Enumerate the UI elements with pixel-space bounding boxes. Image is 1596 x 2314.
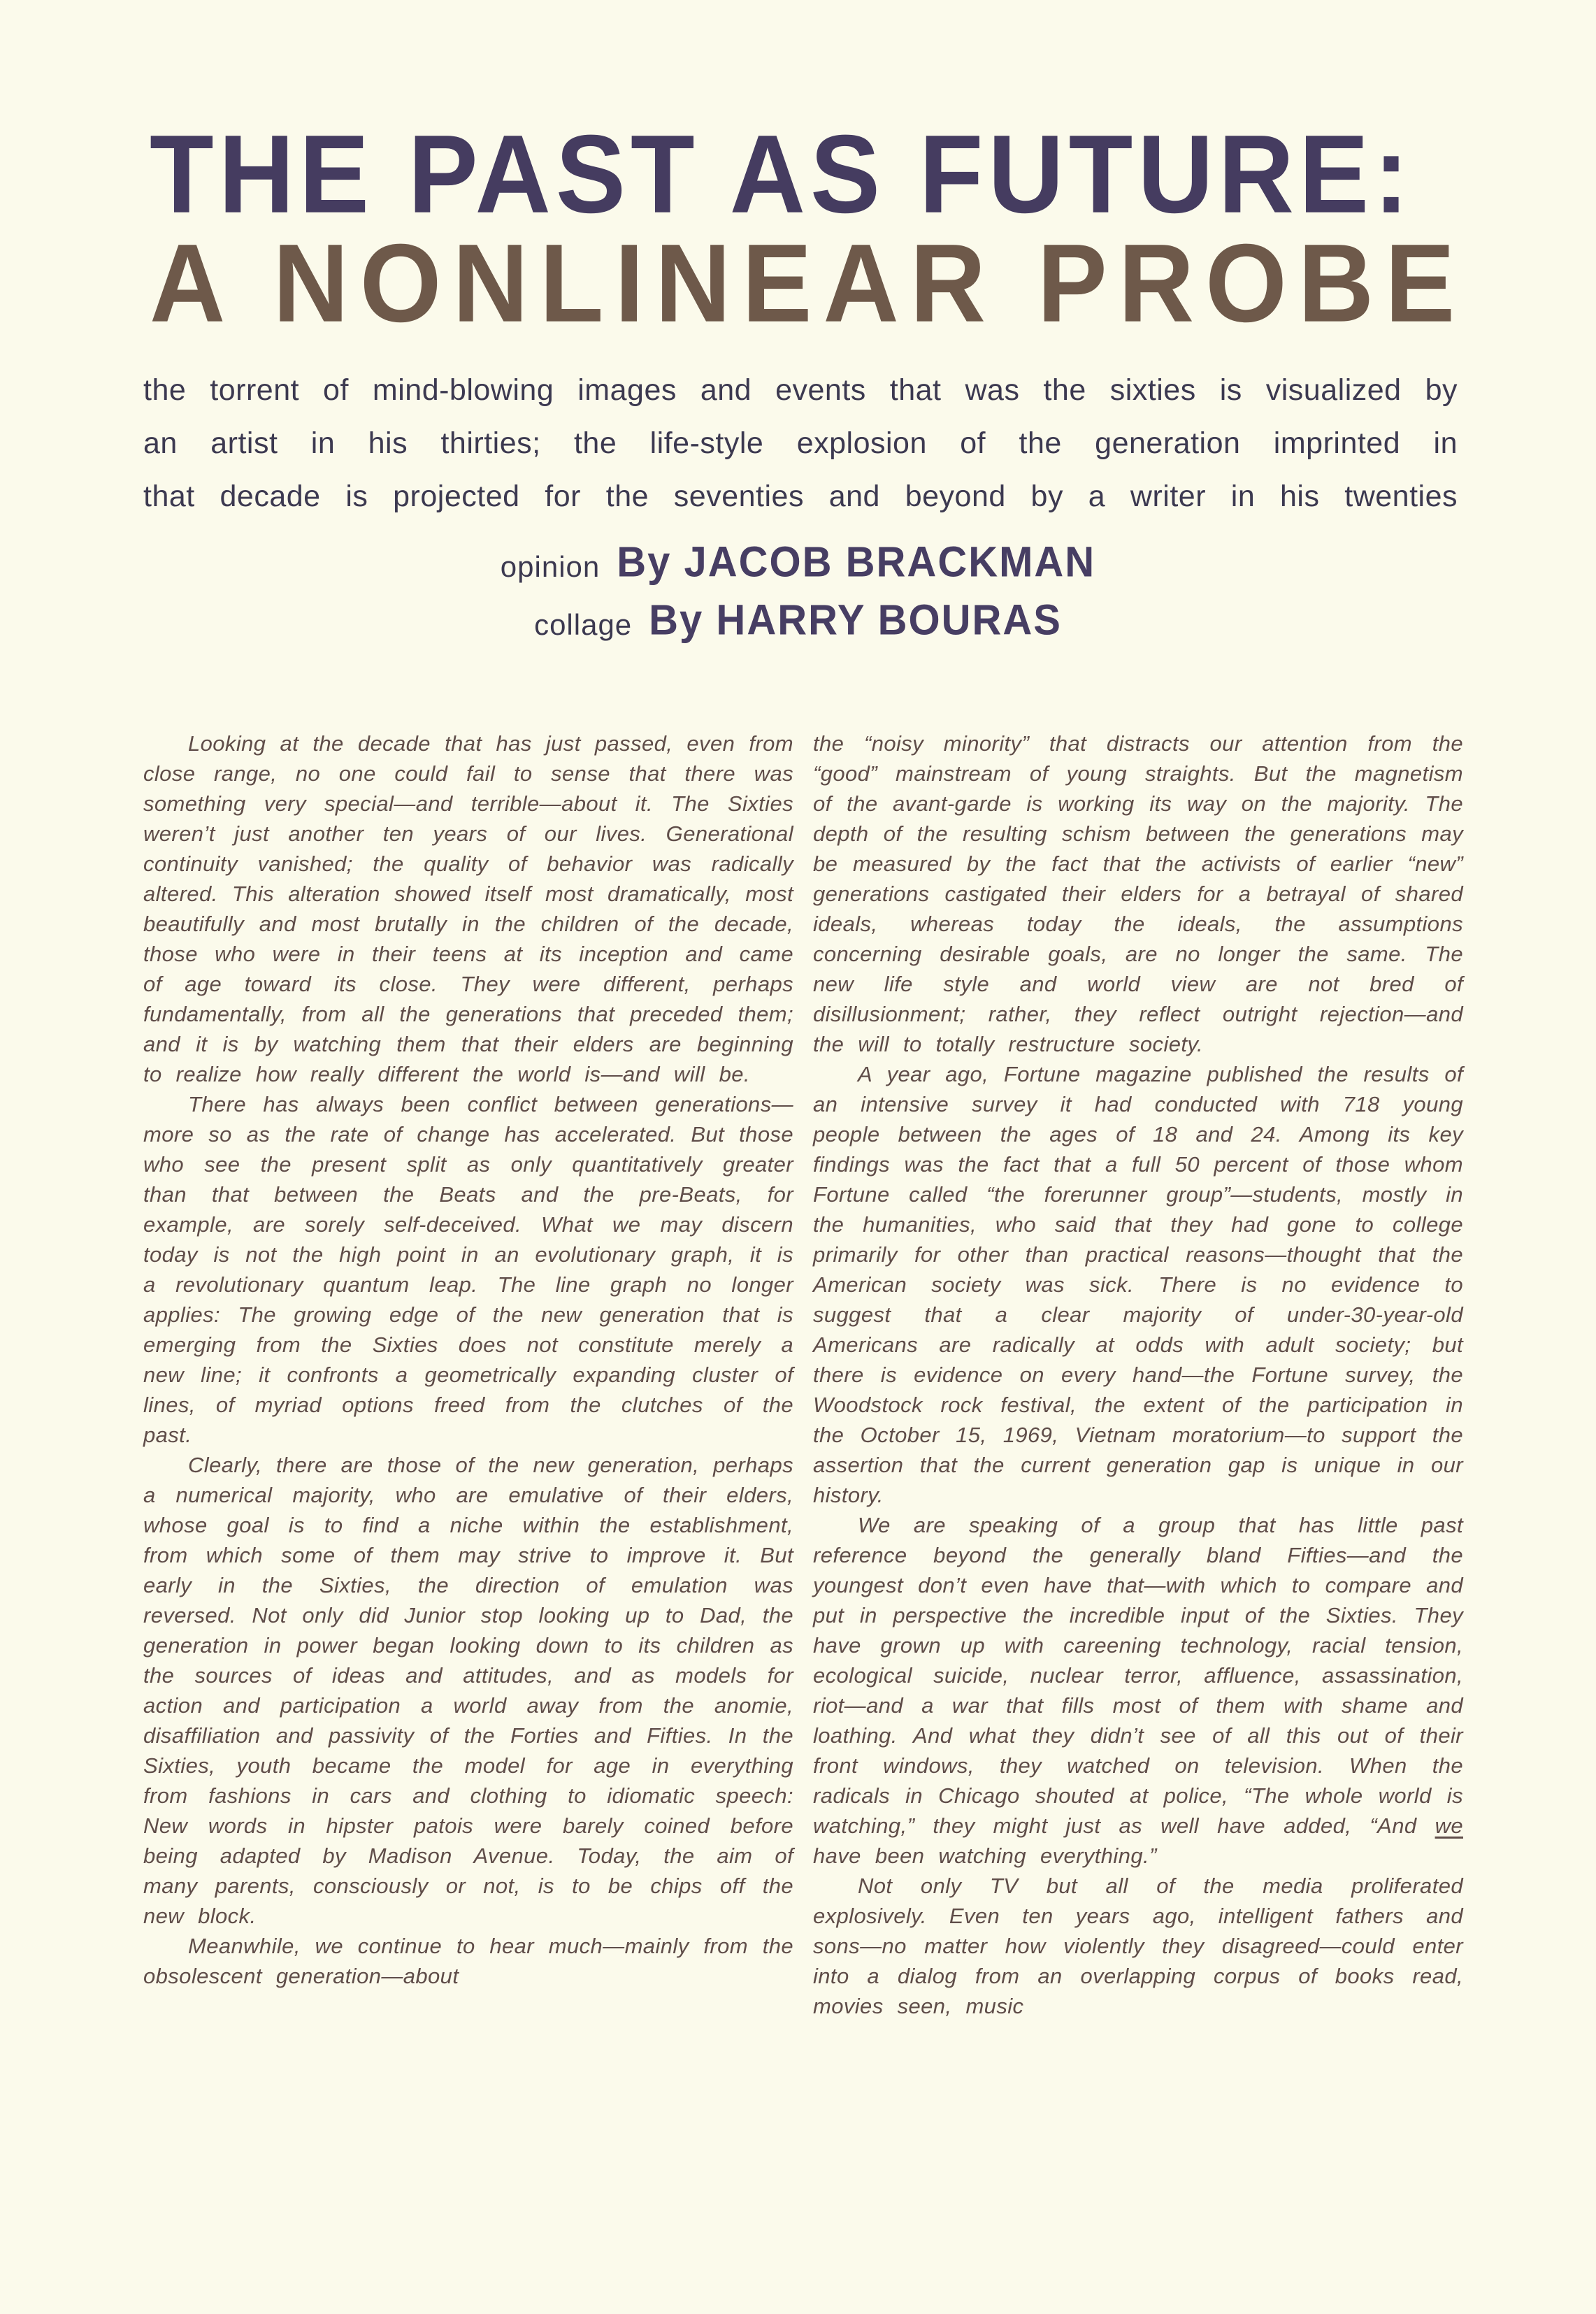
byline-role-label: collage bbox=[534, 608, 633, 641]
body-paragraph: A year ago, Fortune magazine published the results of an intensive survey it had conducted with 718 young people between the ages of 18 and 24. Among its key findings was the fact that a full 50 percent of those whom Fortune called “the forerunner group”—students, mostly in the humanities, who said that they had gone to college primarily for other than practical reasons—thought that the American society was sick. There is no evidence to suggest that a clear majority of under-30-year-old Americans are radically at odds with adult society; but there is evidence on every hand—the Fortune survey, the Woodstock rock festival, the extent of the participation in the October 15, 1969, Vietnam moratorium—to support the assertion that the current generation gap is unique in our history. bbox=[813, 1062, 1463, 1507]
standfirst-line: that decade is projected for the seventies and beyond by a writer in his twenties bbox=[143, 480, 1458, 513]
article-body bbox=[143, 728, 1463, 2021]
body-paragraph: Looking at the decade that has just passed, even from close range, no one could fail to sense that there was something very special—and terrible—about it. The Sixties weren’t just another ten years of our lives. Generational continuity vanished; the quality of behavior was radically altered. This alteration showed itself most dramatically, most beautifully and most brutally in the children of the decade, those who were in their teens at its inception and came of age toward its close. They were different, perhaps fundamentally, from all the generations that preceded them; and it is by watching them that their elders are beginning to realize how really different the world is—and will be. bbox=[143, 731, 793, 1086]
body-paragraph: the “noisy minority” that distracts our attention from the “good” mainstream of young straights. But the magnetism of the avant-garde is working its way on the majority. The depth of the resulting schism between the generations may be measured by the fact that the activists of earlier “new” generations castigated their elders for a betrayal of shared ideals, whereas today the ideals, the assumptions concerning desirable goals, are no longer the same. The new life style and world view are not bred of disillusionment; rather, they reflect outright rejection—and the will to totally restructure society. bbox=[813, 731, 1463, 1056]
standfirst-line: the torrent of mind-blowing images and events that was the sixties is visualized by bbox=[143, 373, 1458, 407]
byline-author-name: By JACOB BRACKMAN bbox=[617, 538, 1096, 586]
headline-line-1: THE PAST AS FUTURE: bbox=[150, 111, 1414, 236]
text-column-right bbox=[813, 728, 1463, 2021]
byline-row-collage bbox=[0, 598, 1596, 645]
body-paragraph: We are speaking of a group that has little past reference beyond the generally bland Fifties—and the youngest don’t even have that—with which to compare and put in perspective the incredible input of the Sixties. They have grown up with careening technology, racial tension, ecological suicide, nuclear terror, affluence, assassination, riot—and a war that fills most of them with shame and loathing. And what they didn’t see of all this out of their front windows, they watched on television. When the radicals in Chicago shouted at police, “The whole world is watching,” they might just as well have added, “And we have been watching everything.” bbox=[813, 1513, 1463, 1868]
headline-line-2: A NONLINEAR PROBE bbox=[150, 220, 1467, 345]
byline-role-label: opinion bbox=[500, 550, 601, 583]
byline-row-opinion bbox=[0, 540, 1596, 587]
byline-block bbox=[0, 540, 1596, 656]
standfirst bbox=[143, 364, 1458, 523]
body-paragraph: Meanwhile, we continue to hear much—mainly from the obsolescent generation—about bbox=[143, 1934, 793, 1988]
standfirst-line: an artist in his thirties; the life-style explosion of the generation imprinted in bbox=[143, 426, 1458, 460]
body-paragraph: There has always been conflict between generations—more so as the rate of change has accelerated. But those who see the present split as only quantitatively greater than that between the Beats and the pre-Beats, for example, are sorely self-deceived. What we may discern today is not the high point in an evolutionary graph, it is a revolutionary quantum leap. The line graph no longer applies: The growing edge of the new generation that is emerging from the Sixties does not constitute merely a new line; it confronts a geometrically expanding cluster of lines, of myriad options freed from the clutches of the past. bbox=[143, 1092, 793, 1447]
body-paragraph: Not only TV but all of the media proliferated explosively. Even ten years ago, intelligent fathers and sons—no matter how violently they disagreed—could enter into a dialog from an overlapping corpus of books read, movies seen, music bbox=[813, 1874, 1463, 2018]
text-column-left bbox=[143, 728, 793, 2021]
article-headline bbox=[150, 111, 1467, 345]
byline-author-name: By HARRY BOURAS bbox=[649, 596, 1062, 644]
body-paragraph: Clearly, there are those of the new generation, perhaps a numerical majority, who are emulative of their elders, whose goal is to find a niche within the establishment, from which some of them may strive to improve it. But early in the Sixties, the direction of emulation was reversed. Not only did Junior stop looking up to Dad, the generation in power began looking down to its children as the sources of ideas and attitudes, and as models for action and participation a world away from the anomie, disaffiliation and passivity of the Forties and Fifties. In the Sixties, youth became the model for age in everything from fashions in cars and clothing to idiomatic speech: New words in hipster patois were barely coined before being adapted by Madison Avenue. Today, the aim of many parents, consciously or not, is to be chips off the new block. bbox=[143, 1453, 793, 1928]
